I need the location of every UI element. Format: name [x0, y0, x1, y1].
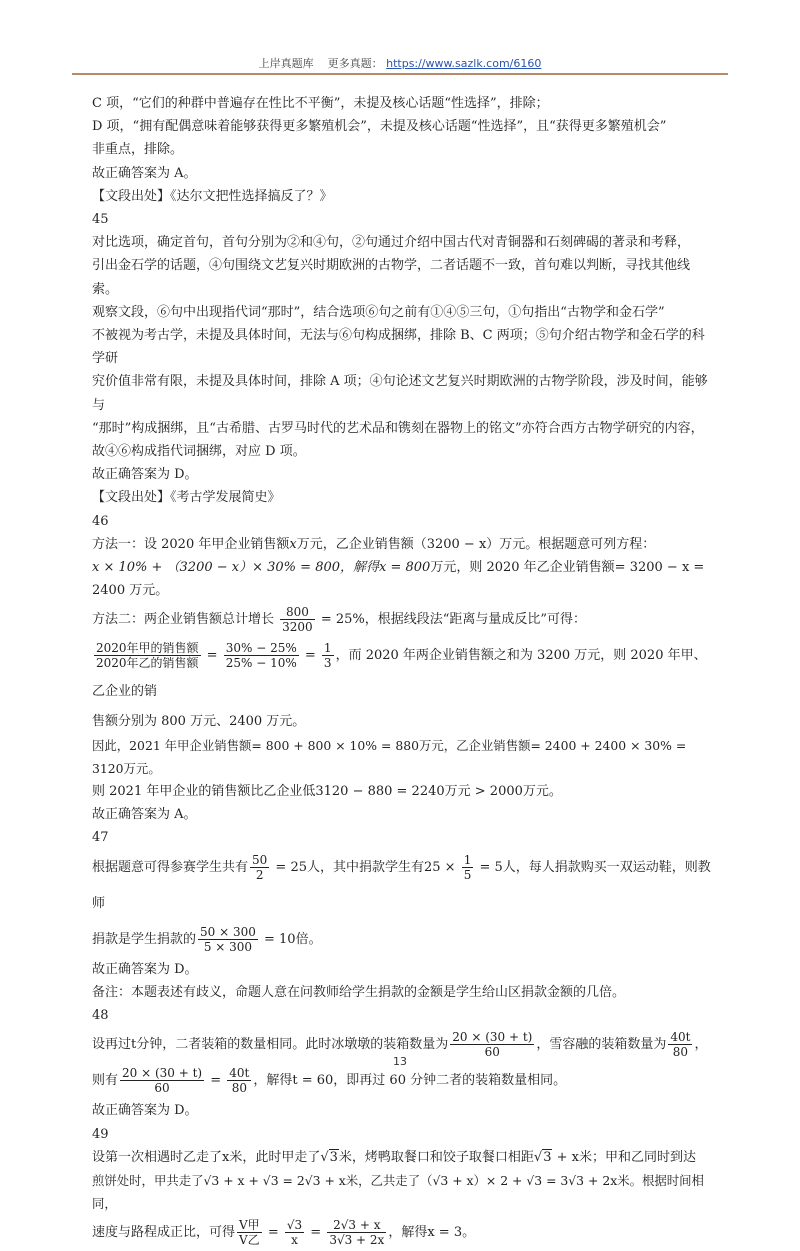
question-number: 47: [92, 830, 109, 846]
text-line: 不被视为考古学，未提及具体时间，无法与⑥句构成捆绑，排除 B、C 两项；⑤句介绍古物学和金石学的科学研: [92, 328, 705, 367]
fraction: $\frac{50 \times 300}{5 \times 300}$: [200, 924, 256, 954]
text-line: 引出金石学的话题，④句围绕文艺复兴时期欧洲的古物学，二者话题不一致，首句难以判断，寻找其他线索。: [92, 258, 691, 297]
text-line: 售额分别为 800 万元、2400 万元。: [92, 714, 306, 730]
text-line: 观察文段，⑥句中出现指代词“那时”，结合选项⑥句之前有①④⑤三句，①句指出“古物学和金石学”: [92, 304, 665, 320]
header-divider: [72, 73, 728, 75]
header-url-link[interactable]: https://www.sazlk.com/6160: [386, 57, 542, 70]
text-line: 方法一：设 2020 年甲企业销售额x万元，乙企业销售额（3200 − x）万元。根据题意可列方程：: [92, 536, 656, 552]
fraction: $\frac{2√3 + x}{3√3 + 2x}$: [329, 1218, 385, 1248]
formula-line: $\frac{\text{2020年甲的销售额}}{\text{2020年乙的销售额}}$ = $\frac{30\% - 25\%}{25\% - 10\%}$ = $\frac{1}{3}$ ，而 2020 年两企业销售额之和为 3200 万元，则 2020 年甲、乙企业的销: [92, 641, 707, 700]
formula-line: 速度与路程成正比，可得 $\frac{\text{V甲}}{\text{V乙}}$ = $\frac{√3}{x}$ = $\frac{2√3 + x}{3√3 + 2x}$ ，解得x = 3。: [92, 1218, 476, 1248]
text-line: 对比选项，确定首句，首句分别为②和④句，②句通过介绍中国古代对青铜器和石刻碑碣的著录和考释，: [92, 235, 691, 251]
text-line: “那时”构成捆绑，且“古希腊、古罗马时代的艺术品和镌刻在器物上的铭文”亦符合西方古物学研究的内容，: [92, 420, 704, 436]
question-number: 49: [92, 1126, 109, 1142]
question-number: 46: [92, 513, 109, 529]
text-line: x × 10% + （3200 − x）× 30% = 800，解得x = 800万元，则 2020 年乙企业销售额= 3200 − x = 2400 万元。: [92, 560, 705, 599]
answer-line: 故正确答案为 A。: [92, 807, 197, 823]
text-line: 故④⑥构成指代词捆绑，对应 D 项。: [92, 444, 306, 460]
formula-line: 捐款是学生捐款的 $\frac{50 \times 300}{5 \times 300}$ = 10倍。: [92, 924, 322, 954]
header-site: 上岸真题库: [258, 57, 314, 70]
text-line: 究价值非常有限，未提及具体时间，排除 A 项；④句论述文艺复兴时期欧洲的古物学阶段，涉及时间，能够与: [92, 374, 708, 413]
fraction: $\frac{\text{2020年甲的销售额}}{\text{2020年乙的销售额}}$: [96, 641, 199, 671]
answer-line: 故正确答案为 A。: [92, 165, 197, 181]
formula-line: 则有 $\frac{20 \times (30 + t)}{60}$ = $\frac{40t}{80}$ ，解得t = 60，即再过 60 分钟二者的装箱数量相同。: [92, 1066, 567, 1096]
fraction: $\frac{1}{3}$: [323, 641, 332, 671]
text-line: C 项，“它们的种群中普遍存在性比不平衡”，未提及核心话题“性选择”，排除；: [92, 96, 549, 111]
formula-line: 设再过t分钟，二者装箱的数量相同。此时冰墩墩的装箱数量为 $\frac{20 \times (30 + t)}{60}$ ，雪容融的装箱数量为 $\frac{40t}{80}$ ，: [92, 1030, 708, 1060]
page-header: [0, 55, 800, 71]
answer-line: 故正确答案为 D。: [92, 961, 198, 977]
question-number: 45: [92, 212, 109, 228]
text-line: 则 2021 年甲企业的销售额比乙企业低3120 − 880 = 2240万元 > 2000万元。: [92, 784, 562, 800]
page-number: 13: [393, 1055, 407, 1068]
source-line: 【文段出处】《达尔文把性选择搞反了？》: [92, 188, 333, 204]
text-line: 设第一次相遇时乙走了x米，此时甲走了√3米，烤鸭取餐口和饺子取餐口相距√3 + x米；甲和乙同时到达: [92, 1149, 696, 1165]
text-line: 非重点，排除。: [92, 142, 184, 158]
fraction: $\frac{1}{5}$: [463, 852, 472, 882]
fraction: $\frac{20 \times (30 + t)}{60}$: [452, 1030, 533, 1060]
answer-line: 故正确答案为 D。: [92, 1103, 198, 1119]
answer-line: 故正确答案为 D。: [92, 467, 198, 483]
text-line: D 项，“拥有配偶意味着能够获得更多繁殖机会”，未提及核心话题“性选择”，且“获得更多繁殖机会”: [92, 119, 667, 135]
source-line: 【文段出处】《考古学发展简史》: [92, 490, 281, 506]
fraction: $\frac{40t}{80}$: [670, 1030, 691, 1060]
fraction: $\frac{800}{3200}$: [282, 605, 313, 635]
fraction: $\frac{40t}{80}$: [229, 1066, 250, 1096]
fraction: $\frac{20 \times (30 + t)}{60}$: [122, 1066, 203, 1096]
fraction: $\frac{√3}{x}$: [286, 1218, 303, 1248]
fraction: $\frac{\text{V甲}}{\text{V乙}}$: [239, 1218, 260, 1248]
text-line: 煎饼处时，甲共走了√3 + x + √3 = 2√3 + x米，乙共走了（√3 + x）× 2 + √3 = 3√3 + 2x米。根据时间相同，: [92, 1172, 704, 1212]
question-number: 48: [92, 1008, 109, 1024]
fraction: $\frac{50}{2}$: [252, 852, 268, 882]
text-line: 因此，2021 年甲企业销售额= 800 + 800 × 10% = 880万元，乙企业销售额= 2400 + 2400 × 30% = 3120万元。: [92, 737, 687, 776]
header-label: 更多真题：: [327, 57, 383, 70]
note-line: 备注：本题表述有歧义，命题人意在问教师给学生捐款的金额是学生给山区捐款金额的几倍。: [92, 984, 626, 1000]
fraction: $\frac{30\% - 25\%}{25\% - 10\%}$: [225, 641, 297, 671]
formula-line: 根据题意可得参赛学生共有 $\frac{50}{2}$ = 25人，其中捐款学生有25 × $\frac{1}{5}$ = 5人，每人捐款购买一双运动鞋，则教师: [92, 852, 711, 911]
document-body: [92, 92, 712, 1251]
formula-line: 方法二：两企业销售额总计增长 $\frac{800}{3200}$ = 25%，根据线段法“距离与量成反比”可得：: [92, 605, 587, 635]
